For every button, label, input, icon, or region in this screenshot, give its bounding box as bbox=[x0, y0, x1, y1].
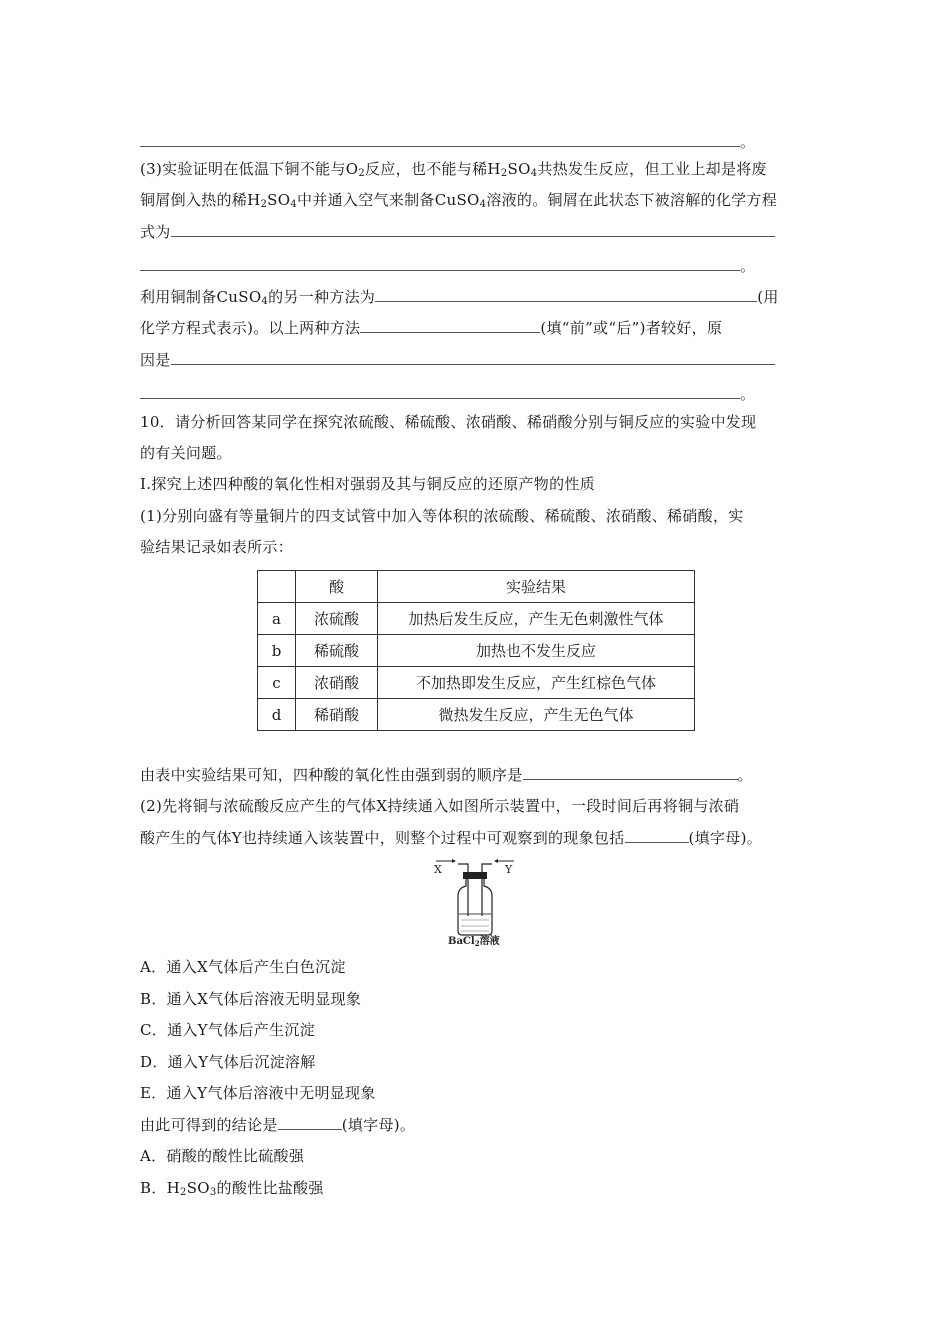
table-cell: 微热发生反应，产生无色气体 bbox=[378, 699, 695, 731]
equation-blank[interactable] bbox=[171, 218, 775, 237]
table-header-row bbox=[258, 571, 695, 603]
q10-p2-line-1: (2)先将铜与浓硫酸反应产生的气体X持续通入如图所示装置中，一段时间后再将铜与浓硝 bbox=[140, 797, 740, 815]
option-c[interactable]: C．通入Y气体后产生沉淀 bbox=[140, 1021, 315, 1039]
q3-line-8: 。 bbox=[140, 380, 820, 406]
table-header: 酸 bbox=[296, 571, 378, 603]
label-x: X bbox=[434, 863, 442, 876]
reason-blank-cont[interactable] bbox=[140, 380, 740, 399]
q10-p1-line-1: (1)分别向盛有等量铜片的四支试管中加入等体积的浓硫酸、稀硫酸、浓硝酸、稀硝酸，实 bbox=[140, 507, 744, 525]
table-cell: 稀硫酸 bbox=[296, 635, 378, 667]
table-cell: 不加热即发生反应，产生红棕色气体 bbox=[378, 667, 695, 699]
q10-intro-2: 的有关问题。 bbox=[140, 444, 232, 462]
conclusion-blank[interactable] bbox=[278, 1111, 342, 1130]
apparatus-diagram bbox=[430, 856, 520, 946]
q3-line-4: 。 bbox=[140, 252, 820, 278]
table-row bbox=[258, 699, 695, 731]
q3-line-7: 因是 bbox=[140, 346, 820, 372]
order-question: 由表中实验结果可知，四种酸的氧化性由强到弱的顺序是 。 bbox=[140, 761, 820, 787]
order-blank[interactable] bbox=[523, 761, 738, 780]
table-header bbox=[258, 571, 296, 603]
table-cell: c bbox=[258, 667, 296, 699]
table-cell: 浓硝酸 bbox=[296, 667, 378, 699]
results-table bbox=[257, 570, 695, 731]
gas-wash-bottle-figure bbox=[430, 856, 520, 946]
table-row bbox=[258, 635, 695, 667]
option-e[interactable]: E．通入Y气体后溶液中无明显现象 bbox=[140, 1084, 376, 1102]
table-cell: 浓硫酸 bbox=[296, 603, 378, 635]
method-blank[interactable] bbox=[375, 283, 757, 302]
q3-line-6: 化学方程式表示)。以上两种方法 (填“前”或“后”)者较好，原 bbox=[140, 314, 820, 340]
option-a[interactable]: A．通入X气体后产生白色沉淀 bbox=[140, 958, 346, 976]
q10-p2-line-2: 酸产生的气体Y也持续通入该装置中，则整个过程中可观察到的现象包括 (填字母)。 bbox=[140, 824, 820, 850]
q3-line-1: (3)实验证明在低温下铜不能与$O_2$反应，也不能与稀$H_2SO_4$共热发生反应，但工业上却是将废 bbox=[140, 160, 767, 179]
q3-line-3: 式为 bbox=[140, 218, 820, 244]
answer-line: 。 bbox=[140, 128, 820, 154]
q3-line-5: 利用铜制备CuSO$_4$的另一种方法为 (用 bbox=[140, 283, 820, 309]
table-row bbox=[258, 667, 695, 699]
q3-line-2: 铜屑倒入热的稀$H_2SO_4$中并通入空气来制备CuSO$_4$溶液的。铜屑在此状态下被溶解的化学方程 bbox=[140, 191, 778, 210]
table-cell: d bbox=[258, 699, 296, 731]
conclusion-option-b[interactable]: B．$H_2SO_3$的酸性比盐酸强 bbox=[140, 1179, 324, 1198]
q10-part1-heading: Ⅰ.探究上述四种酸的氧化性相对强弱及其与铜反应的还原产物的性质 bbox=[140, 475, 595, 493]
phenomena-blank[interactable] bbox=[625, 824, 689, 843]
answer-blank[interactable] bbox=[140, 128, 740, 147]
table-cell: 稀硝酸 bbox=[296, 699, 378, 731]
reason-blank[interactable] bbox=[171, 346, 775, 365]
table-header: 实验结果 bbox=[378, 571, 695, 603]
bottle-caption: BaCl$_2$溶液 bbox=[448, 936, 500, 946]
q10-p1-line-2: 验结果记录如表所示： bbox=[140, 538, 294, 556]
table-cell: 加热也不发生反应 bbox=[378, 635, 695, 667]
table-cell: 加热后发生反应，产生无色刺激性气体 bbox=[378, 603, 695, 635]
table-cell: a bbox=[258, 603, 296, 635]
label-y: Y bbox=[505, 863, 513, 876]
option-d[interactable]: D．通入Y气体后沉淀溶解 bbox=[140, 1053, 316, 1071]
conclusion-option-a[interactable]: A．硝酸的酸性比硫酸强 bbox=[140, 1147, 305, 1165]
table-cell: b bbox=[258, 635, 296, 667]
choice-blank[interactable] bbox=[360, 314, 540, 333]
option-b[interactable]: B．通入X气体后溶液无明显现象 bbox=[140, 990, 362, 1008]
conclusion-question: 由此可得到的结论是 (填字母)。 bbox=[140, 1111, 820, 1137]
equation-blank-cont[interactable] bbox=[140, 252, 740, 271]
q10-intro-1: 10．请分析回答某同学在探究浓硫酸、稀硫酸、浓硝酸、稀硝酸分别与铜反应的实验中发现 bbox=[140, 413, 757, 431]
table-row bbox=[258, 603, 695, 635]
